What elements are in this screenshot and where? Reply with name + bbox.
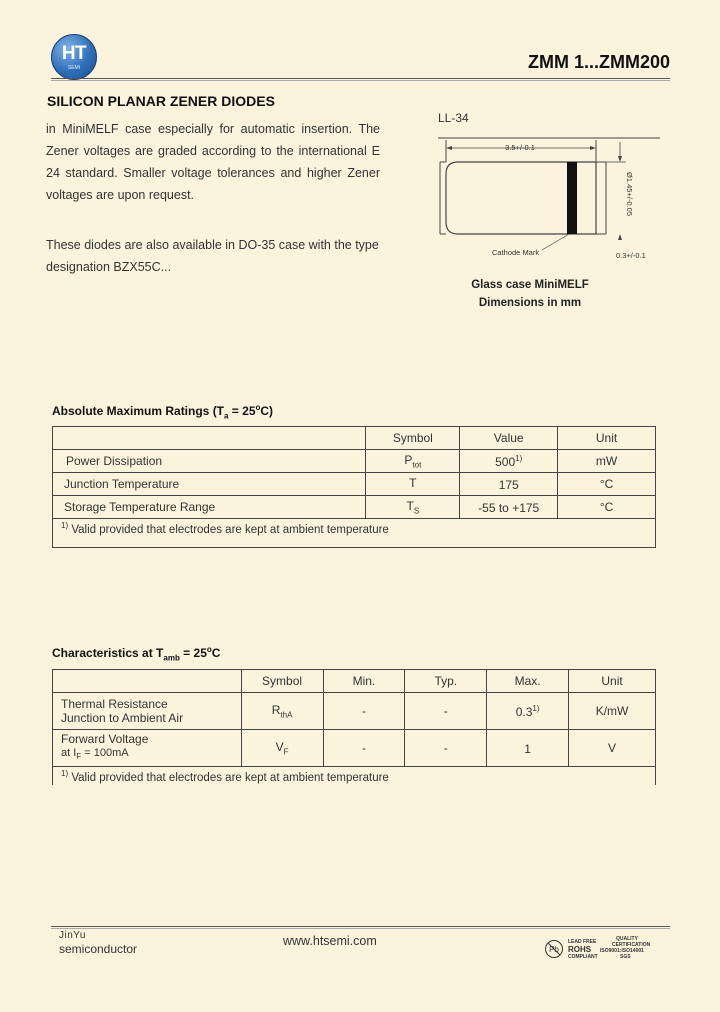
symbol-cell [241, 693, 323, 730]
section-title: SILICON PLANAR ZENER DIODES [47, 93, 275, 109]
symbol-sub: F [283, 747, 289, 757]
symbol-text: T [409, 475, 417, 490]
char-title-sub: amb [163, 653, 180, 663]
table-row [53, 496, 656, 519]
unit-cell: K/mW [569, 693, 656, 730]
cert-rohs: ROHS [568, 945, 592, 954]
header-cell-value: Value [460, 427, 558, 450]
svg-text:Pb: Pb [549, 945, 559, 954]
param-cell [53, 496, 366, 519]
header-divider-thin [51, 80, 670, 81]
package-label: LL-34 [438, 111, 469, 125]
footnote-cell [53, 519, 656, 548]
abs-max-title-pre: Absolute Maximum Ratings (T [52, 404, 225, 418]
figure-caption-line2: Dimensions in mm [478, 297, 582, 309]
table-note-row [53, 767, 656, 786]
description-paragraph-2: These diodes are also available in DO-35 case with the type designation BZX55C... [46, 238, 379, 274]
diameter-dim-text: Ø1.45+/-0.05 [625, 172, 634, 216]
param-cell [53, 473, 366, 496]
char-title-post: C [211, 646, 221, 660]
table-header-row [53, 670, 656, 693]
table-note-row [53, 519, 656, 548]
length-arrow-right [590, 146, 596, 150]
param-text: Power Dissipation [66, 454, 163, 468]
typ-cell: - [405, 730, 487, 767]
length-arrow-left [446, 146, 452, 150]
symbol-sub: thA [280, 710, 293, 720]
symbol-text: R [271, 702, 281, 717]
table-header-row [53, 427, 656, 450]
footnote-sup: 1) [61, 768, 69, 778]
value-text: -55 to +175 [478, 500, 540, 515]
typ-cell: - [405, 693, 487, 730]
cert-sgs: SGS [620, 954, 631, 960]
header-cell-param [53, 427, 366, 450]
header-cell-symbol: Symbol [366, 427, 460, 450]
symbol-text: P [404, 452, 413, 467]
header-cell-param [53, 670, 242, 693]
symbol-text: T [406, 498, 414, 513]
value-sup: 1) [515, 453, 523, 463]
param-line-1: Forward Voltage [61, 731, 149, 746]
symbol-sub: S [413, 506, 420, 516]
unit-cell: °C [558, 496, 656, 519]
header-cell-symbol: Symbol [241, 670, 323, 693]
header-divider [51, 78, 670, 79]
cert-certification: CERTIFICATION [612, 942, 651, 948]
value-cell [460, 450, 558, 473]
cert-lead-free: LEAD FREE [568, 939, 597, 945]
value-cell [460, 496, 558, 519]
characteristics-table [52, 669, 656, 785]
company-name-line1: JinYu [59, 930, 86, 941]
lead-dim-text: 0.3+/-0.1 [616, 251, 646, 260]
company-logo [51, 34, 97, 80]
cert-quality: QUALITY [616, 936, 638, 942]
param-line-2 [61, 746, 233, 764]
unit-cell: mW [558, 450, 656, 473]
symbol-cell [366, 450, 460, 473]
param-text: Junction Temperature [64, 477, 180, 491]
logo-text: HT [61, 43, 87, 64]
param-line-2-pre: at I [61, 746, 77, 759]
param-cell [53, 450, 366, 473]
max-text: 1 [524, 741, 531, 756]
symbol-cell [366, 473, 460, 496]
param-line-2: Junction to Ambient Air [61, 711, 184, 725]
footnote-text: Valid provided that electrodes are kept at ambient temperature [68, 771, 389, 784]
cathode-mark-label: Cathode Mark [492, 248, 540, 257]
abs-max-title-post: C) [260, 404, 274, 418]
figure-caption [440, 276, 620, 312]
package-drawing [430, 128, 660, 268]
cert-iso: ISO9001:ISO14001 [600, 948, 644, 954]
abs-max-table [52, 426, 656, 548]
part-number-title: ZMM 1...ZMM200 [527, 52, 670, 72]
value-text: 175 [498, 477, 519, 492]
footnote-sup: 1) [61, 521, 69, 530]
param-line-2-post: = 100mA [81, 746, 129, 759]
symbol-sub: tot [412, 460, 422, 470]
table-row [53, 693, 656, 730]
char-title-sup: o [206, 645, 212, 654]
header-cell-min: Min. [323, 670, 405, 693]
param-cell [53, 693, 242, 730]
param-cell [53, 730, 242, 767]
company-name-line2: semiconductor [59, 942, 138, 956]
abs-max-title-sup: o [255, 403, 261, 412]
header-cell-unit: Unit [569, 670, 656, 693]
header-cell-unit: Unit [558, 427, 656, 450]
param-line-2-sub: F [76, 752, 82, 762]
value-text: 500 [495, 454, 516, 469]
website-link[interactable]: www.htsemi.com [283, 934, 377, 948]
param-text: Storage Temperature Range [64, 500, 216, 514]
max-sup: 1) [532, 703, 540, 713]
unit-cell: V [569, 730, 656, 767]
dia-arrow [618, 156, 622, 162]
param-line-1: Thermal Resistance [61, 697, 168, 711]
min-cell: - [323, 693, 405, 730]
min-cell: - [323, 730, 405, 767]
header-cell-typ: Typ. [405, 670, 487, 693]
unit-cell: °C [558, 473, 656, 496]
max-cell [487, 693, 569, 730]
symbol-cell [366, 496, 460, 519]
char-title-mid: = 25 [179, 646, 207, 660]
footnote-text: Valid provided that electrodes are kept at ambient temperature [68, 523, 389, 536]
abs-max-title-sub: a [224, 411, 229, 421]
footer-divider-thin [51, 928, 670, 929]
value-cell [460, 473, 558, 496]
footer-divider [51, 926, 670, 927]
char-title-pre: Characteristics at T [52, 646, 164, 660]
logo-sub: SEMI [67, 65, 81, 71]
table-row [53, 473, 656, 496]
table-row [53, 730, 656, 767]
cathode-leader [542, 234, 569, 250]
length-dim-text: 3.5+/-0.1 [505, 143, 535, 152]
cathode-band [567, 162, 577, 234]
lead-arrow [618, 234, 622, 240]
abs-max-title [52, 403, 273, 420]
max-cell [487, 730, 569, 767]
header-cell-max: Max. [487, 670, 569, 693]
characteristics-title [52, 645, 220, 662]
table-row [53, 450, 656, 473]
symbol-text: V [275, 739, 284, 754]
max-text: 0.3 [515, 704, 533, 719]
symbol-cell [241, 730, 323, 767]
cert-compliant: COMPLIANT [568, 954, 598, 960]
figure-caption-line1: Glass case MiniMELF [471, 279, 589, 291]
abs-max-title-mid: = 25 [228, 404, 256, 418]
description-paragraph-1: in MiniMELF case especially for automatic insertion. The Zener voltages are graded according to the international E 24 standard. Smaller voltage tolerances and higher Zener voltages are upon request. [46, 122, 380, 202]
footnote-cell [53, 767, 656, 786]
